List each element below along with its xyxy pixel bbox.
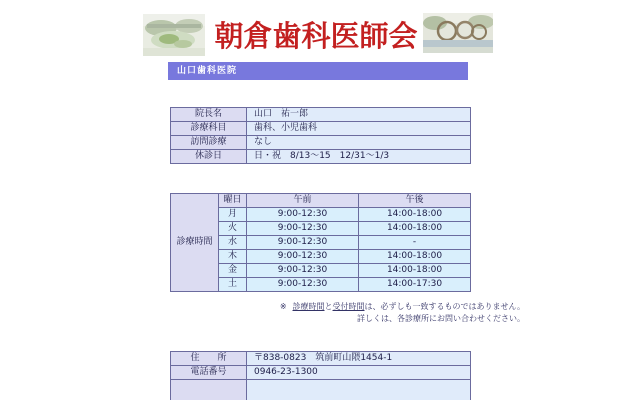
note-link-shinryo-jikan[interactable]: 診療時間 bbox=[292, 302, 325, 311]
am-cell: 9:00-12:30 bbox=[247, 222, 359, 236]
clinic-name: 山口歯科医院 bbox=[177, 66, 238, 76]
table-row bbox=[171, 352, 471, 366]
clinic-name-bar bbox=[168, 62, 468, 80]
contact-extra-value bbox=[247, 380, 471, 400]
note-line-2: 詳しくは、各診療所にお問い合わせください。 bbox=[357, 314, 525, 323]
contact-extra-label bbox=[171, 380, 247, 400]
schedule-header-pm: 午後 bbox=[359, 194, 471, 208]
banner-photo-right bbox=[423, 13, 493, 53]
table-row bbox=[171, 150, 471, 164]
pm-cell: 14:00-18:00 bbox=[359, 250, 471, 264]
am-cell: 9:00-12:30 bbox=[247, 236, 359, 250]
info-value: 日・祝 8/13～15 12/31～1/3 bbox=[247, 150, 471, 164]
am-cell: 9:00-12:30 bbox=[247, 250, 359, 264]
info-value: 歯科、小児歯科 bbox=[247, 122, 471, 136]
header-banner bbox=[0, 0, 640, 60]
schedule-row-label: 診療時間 bbox=[171, 194, 219, 292]
day-cell: 火 bbox=[219, 222, 247, 236]
schedule-table bbox=[170, 193, 471, 292]
pm-cell: 14:00-17:30 bbox=[359, 278, 471, 292]
day-cell: 木 bbox=[219, 250, 247, 264]
note-text: と bbox=[324, 302, 333, 311]
garden-pond-image bbox=[143, 14, 205, 56]
address-value: 〒838-0823 筑前町山隈1454-1 bbox=[247, 352, 471, 366]
table-row bbox=[171, 366, 471, 380]
pm-cell: - bbox=[359, 236, 471, 250]
info-label: 訪問診療 bbox=[171, 136, 247, 150]
table-row bbox=[171, 108, 471, 122]
note-text: は、必ずしも一致するものではありません。 bbox=[364, 302, 525, 311]
phone-value: 0946-23-1300 bbox=[247, 366, 471, 380]
day-cell: 月 bbox=[219, 208, 247, 222]
table-row bbox=[171, 136, 471, 150]
phone-label: 電話番号 bbox=[171, 366, 247, 380]
pm-cell: 14:00-18:00 bbox=[359, 208, 471, 222]
site-title: 朝倉歯科医師会 bbox=[214, 19, 418, 53]
info-value: なし bbox=[247, 136, 471, 150]
am-cell: 9:00-12:30 bbox=[247, 208, 359, 222]
table-row bbox=[171, 122, 471, 136]
am-cell: 9:00-12:30 bbox=[247, 264, 359, 278]
note-marker: ※ bbox=[279, 302, 287, 311]
banner-photo-left bbox=[143, 14, 205, 56]
schedule-header-day: 曜日 bbox=[219, 194, 247, 208]
contact-table bbox=[170, 351, 471, 400]
note-line-1 bbox=[280, 301, 525, 313]
clinic-info-table bbox=[170, 107, 471, 164]
info-label: 院長名 bbox=[171, 108, 247, 122]
water-wheel-image bbox=[423, 13, 493, 53]
note-link-uketsuke-jikan[interactable]: 受付時間 bbox=[332, 302, 365, 311]
schedule-header-row bbox=[171, 194, 471, 208]
schedule-note bbox=[280, 301, 525, 325]
day-cell: 水 bbox=[219, 236, 247, 250]
table-row bbox=[171, 380, 471, 400]
pm-cell: 14:00-18:00 bbox=[359, 264, 471, 278]
info-label: 休診日 bbox=[171, 150, 247, 164]
info-value: 山口 祐一郎 bbox=[247, 108, 471, 122]
schedule-header-am: 午前 bbox=[247, 194, 359, 208]
am-cell: 9:00-12:30 bbox=[247, 278, 359, 292]
day-cell: 土 bbox=[219, 278, 247, 292]
pm-cell: 14:00-18:00 bbox=[359, 222, 471, 236]
info-label: 診療科目 bbox=[171, 122, 247, 136]
address-label: 住 所 bbox=[171, 352, 247, 366]
day-cell: 金 bbox=[219, 264, 247, 278]
